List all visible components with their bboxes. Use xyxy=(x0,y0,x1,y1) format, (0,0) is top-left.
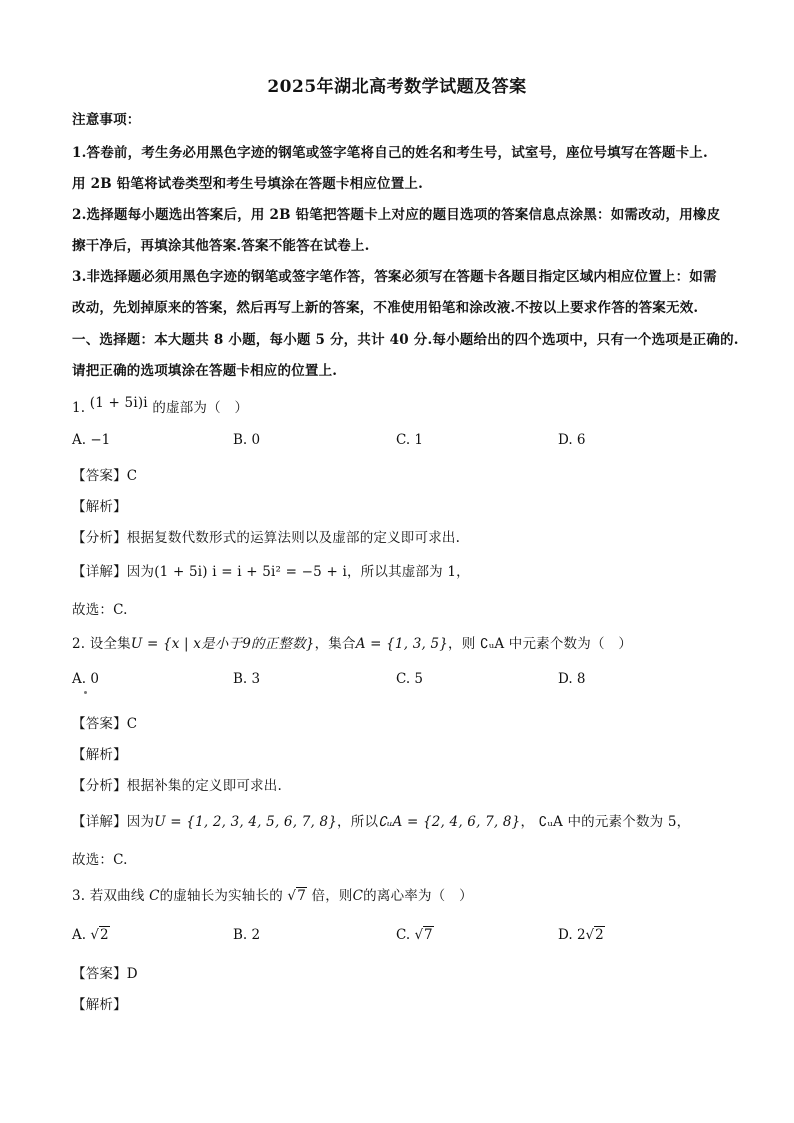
question-2-detail-end: ， ∁ᵤA 中的元素个数为 5， xyxy=(520,814,691,830)
question-1-stem xyxy=(72,396,248,416)
question-2-analysis-label: 【解析】 xyxy=(72,747,127,763)
question-2-detail-prefix: 【详解】因为 xyxy=(72,814,155,830)
question-3-option-d-coef: 2 xyxy=(576,927,586,943)
question-3-option-c-radicand: 7 xyxy=(424,927,433,943)
question-2-text-mid: ，集合 xyxy=(314,636,356,652)
question-1-option-d: D. 6 xyxy=(558,432,586,448)
question-1-analysis-label: 【解析】 xyxy=(72,499,127,515)
question-3-text-d: 的离心率为（ ） xyxy=(363,888,473,904)
question-3-option-d-label: D. xyxy=(558,927,573,943)
question-2-stem xyxy=(72,632,632,652)
question-1-detail-prefix: 【详解】因为 xyxy=(72,564,155,580)
notice-item-3-line-2: 改动，先划掉原来的答案，然后再写上新的答案，不准使用铅笔和涂改液.不按以上要求作答的答案无效. xyxy=(72,300,699,316)
section-1-intro-line-1: 一、选择题：本大题共 8 小题，每小题 5 分，共计 40 分.每小题给出的四个选项中，只有一个选项是正确的. xyxy=(72,332,739,348)
question-3-option-d-radicand: 2 xyxy=(595,927,604,943)
question-2-detail-complement: ∁ᵤA = {2, 4, 6, 7, 8} xyxy=(378,814,521,830)
question-1-detail-suffix: ，所以其虚部为 1， xyxy=(346,564,470,580)
notice-heading: 注意事项： xyxy=(72,112,141,128)
question-2-detail-mid: ，所以 xyxy=(337,814,379,830)
question-3-text-b: 的虚轴长为实轴长的 xyxy=(159,888,283,904)
question-2-conclusion: 故选：C. xyxy=(72,852,128,868)
page-title: 2025年湖北高考数学试题及答案 xyxy=(267,77,527,97)
question-2-option-c: C. 5 xyxy=(396,671,424,687)
question-3-sqrt7-radicand: 7 xyxy=(297,888,307,904)
question-3-analysis-label: 【解析】 xyxy=(72,997,127,1013)
question-1-text: 的虚部为（ ） xyxy=(152,400,249,416)
question-1-conclusion: 故选：C. xyxy=(72,602,128,618)
question-1-analysis: 【分析】根据复数代数形式的运算法则以及虚部的定义即可求出. xyxy=(72,530,461,546)
question-3-option-b: B. 2 xyxy=(233,927,261,943)
question-1-answer: 【答案】C xyxy=(72,468,138,484)
question-3-stem xyxy=(72,884,473,904)
question-2-detail-set-u: U = {1, 2, 3, 4, 5, 6, 7, 8} xyxy=(154,814,338,830)
question-2-analysis: 【分析】根据补集的定义即可求出. xyxy=(72,778,282,794)
question-3-option-c xyxy=(396,927,434,943)
question-3-text-c: 倍，则 xyxy=(311,888,353,904)
notice-item-3-line-1: 3.非选择题必须用黑色字迹的钢笔或签字笔作答，答案必须写在答题卡各题目指定区域内相应位置上：如需 xyxy=(72,269,717,285)
question-3-option-a xyxy=(72,927,110,943)
question-3-option-d-sqrt: √2 xyxy=(585,927,604,943)
question-1-expression: (1 + 5i)i xyxy=(89,395,148,411)
question-2-option-b: B. 3 xyxy=(233,671,261,687)
question-3-option-a-sqrt: √2 xyxy=(90,927,109,943)
question-1-detail-expression: (1 + 5i) i = i + 5i² = −5 + i xyxy=(154,564,347,580)
question-1-option-a: A. −1 xyxy=(72,432,111,448)
question-1-option-c: C. 1 xyxy=(396,432,424,448)
question-3-option-d xyxy=(558,927,605,943)
question-2-set-a: A = {1, 3, 5} xyxy=(355,636,449,652)
question-2-detail xyxy=(72,810,690,830)
question-3-option-a-radicand: 2 xyxy=(99,927,109,943)
question-2-text-end: ，则 ∁ᵤA 中元素个数为（ ） xyxy=(448,636,633,652)
question-2-number: 2. 设全集 xyxy=(72,636,131,652)
question-3-text-a: 3. 若双曲线 xyxy=(72,888,145,904)
question-1-number: 1. xyxy=(72,400,86,416)
question-1-option-b: B. 0 xyxy=(233,432,261,448)
notice-item-2-line-1: 2.选择题每小题选出答案后，用 2B 铅笔把答题卡上对应的题目选项的答案信息点涂黑：如需改动，用橡皮 xyxy=(72,207,721,223)
question-2-set-u: U = {x | x是小于9的正整数} xyxy=(130,636,315,652)
question-3-option-c-sqrt: √7 xyxy=(414,927,433,943)
notice-item-1-line-2: 用 2B 铅笔将试卷类型和考生号填涂在答题卡相应位置上. xyxy=(72,176,424,192)
question-3-var-c-2: C xyxy=(352,888,364,904)
question-3-sqrt7: √7 xyxy=(287,888,307,904)
question-3-var-c: C xyxy=(149,888,160,904)
question-2-answer: 【答案】C xyxy=(72,716,138,732)
question-2-option-d: D. 8 xyxy=(558,671,586,687)
question-1-detail xyxy=(72,560,470,580)
question-3-option-a-label: A. xyxy=(72,927,87,943)
question-3-answer: 【答案】D xyxy=(72,966,138,982)
section-1-intro-line-2: 请把正确的选项填涂在答题卡相应的位置上. xyxy=(72,363,338,379)
notice-item-1-line-1: 1.答卷前，考生务必用黑色字迹的钢笔或签字笔将自己的姓名和考生号，试室号，座位号填写在答题卡上. xyxy=(72,145,708,161)
stray-dot-mark xyxy=(84,691,87,694)
question-3-option-c-label: C. xyxy=(396,927,411,943)
question-2-option-a: A. 0 xyxy=(72,671,99,687)
notice-item-2-line-2: 擦干净后，再填涂其他答案.答案不能答在试卷上. xyxy=(72,238,370,254)
